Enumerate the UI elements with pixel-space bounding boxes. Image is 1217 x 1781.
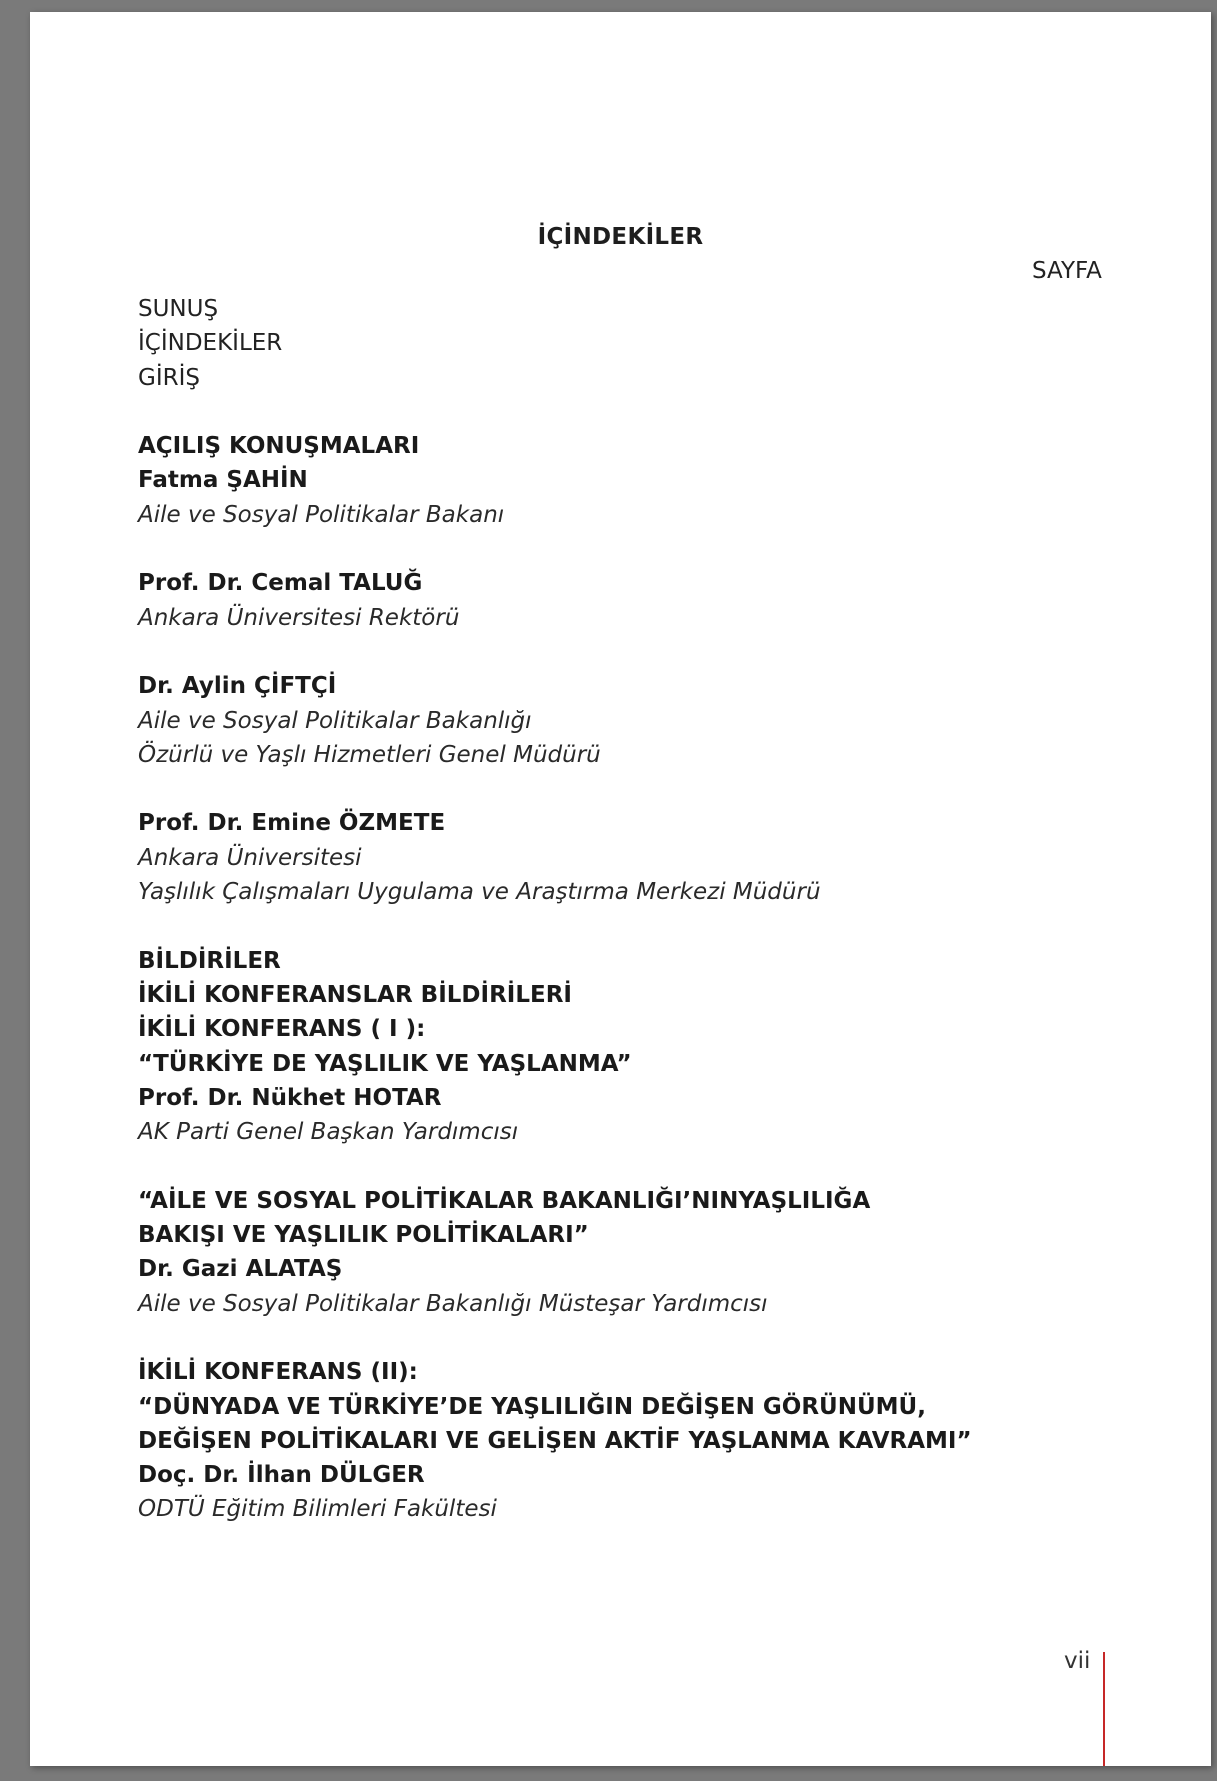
section-heading-opening: AÇILIŞ KONUŞMALARI	[138, 433, 420, 460]
speaker-role: Özürlü ve Yaşlı Hizmetleri Genel Müdürü	[138, 741, 601, 768]
speaker-name: Dr. Aylin ÇİFTÇİ	[138, 673, 337, 700]
margin-accent-line	[1103, 1652, 1105, 1766]
speaker-role: ODTÜ Eğitim Bilimleri Fakültesi	[138, 1496, 497, 1523]
page-title: İÇİNDEKİLER	[537, 224, 704, 250]
toc-entry-icindekiler: İÇİNDEKİLER	[138, 330, 283, 357]
table-of-contents	[138, 292, 1138, 1527]
paper-title: “AİLE VE SOSYAL POLİTİKALAR BAKANLIĞI’NINYAŞLILIĞA	[138, 1187, 871, 1214]
section-subheading: İKİLİ KONFERANSLAR BİLDİRİLERİ	[138, 981, 572, 1008]
toc-entry-giris: GİRİŞ	[138, 364, 200, 391]
speaker-role: Aile ve Sosyal Politikalar Bakanlığı Müsteşar Yardımcısı	[138, 1290, 768, 1317]
page-number: vii	[1064, 1648, 1091, 1674]
speaker-name: Prof. Dr. Cemal TALUĞ	[138, 570, 423, 597]
toc-entry-sunus: SUNUŞ	[138, 296, 219, 322]
speaker-name: Prof. Dr. Emine ÖZMETE	[138, 810, 446, 837]
speaker-name: Doç. Dr. İlhan DÜLGER	[138, 1462, 425, 1489]
paper-title: DEĞİŞEN POLİTİKALARI VE GELİŞEN AKTİF YAŞLANMA KAVRAMI”	[138, 1427, 972, 1454]
speaker-role: Yaşlılık Çalışmaları Uygulama ve Araştırma Merkezi Müdürü	[138, 879, 821, 906]
paper-title: “DÜNYADA VE TÜRKİYE’DE YAŞLILIĞIN DEĞİŞEN GÖRÜNÜMÜ,	[138, 1393, 926, 1420]
conference-label: İKİLİ KONFERANS ( I ):	[138, 1016, 426, 1043]
speaker-name: Prof. Dr. Nükhet HOTAR	[138, 1084, 442, 1111]
paper-title: BAKIŞI VE YAŞLILIK POLİTİKALARI”	[138, 1222, 589, 1249]
speaker-role: AK Parti Genel Başkan Yardımcısı	[138, 1119, 519, 1146]
page-column-label: SAYFA	[1032, 258, 1102, 284]
speaker-name: Fatma ŞAHİN	[138, 467, 308, 494]
conference-label: İKİLİ KONFERANS (II):	[138, 1359, 418, 1386]
speaker-name: Dr. Gazi ALATAŞ	[138, 1256, 343, 1283]
paper-title: “TÜRKİYE DE YAŞLILIK VE YAŞLANMA”	[138, 1050, 632, 1077]
speaker-role: Ankara Üniversitesi Rektörü	[138, 604, 460, 631]
speaker-role: Aile ve Sosyal Politikalar Bakanı	[138, 501, 505, 528]
document-page	[30, 12, 1211, 1766]
speaker-role: Aile ve Sosyal Politikalar Bakanlığı	[138, 707, 532, 734]
speaker-role: Ankara Üniversitesi	[138, 844, 362, 871]
section-heading-papers: BİLDİRİLER	[138, 947, 281, 974]
